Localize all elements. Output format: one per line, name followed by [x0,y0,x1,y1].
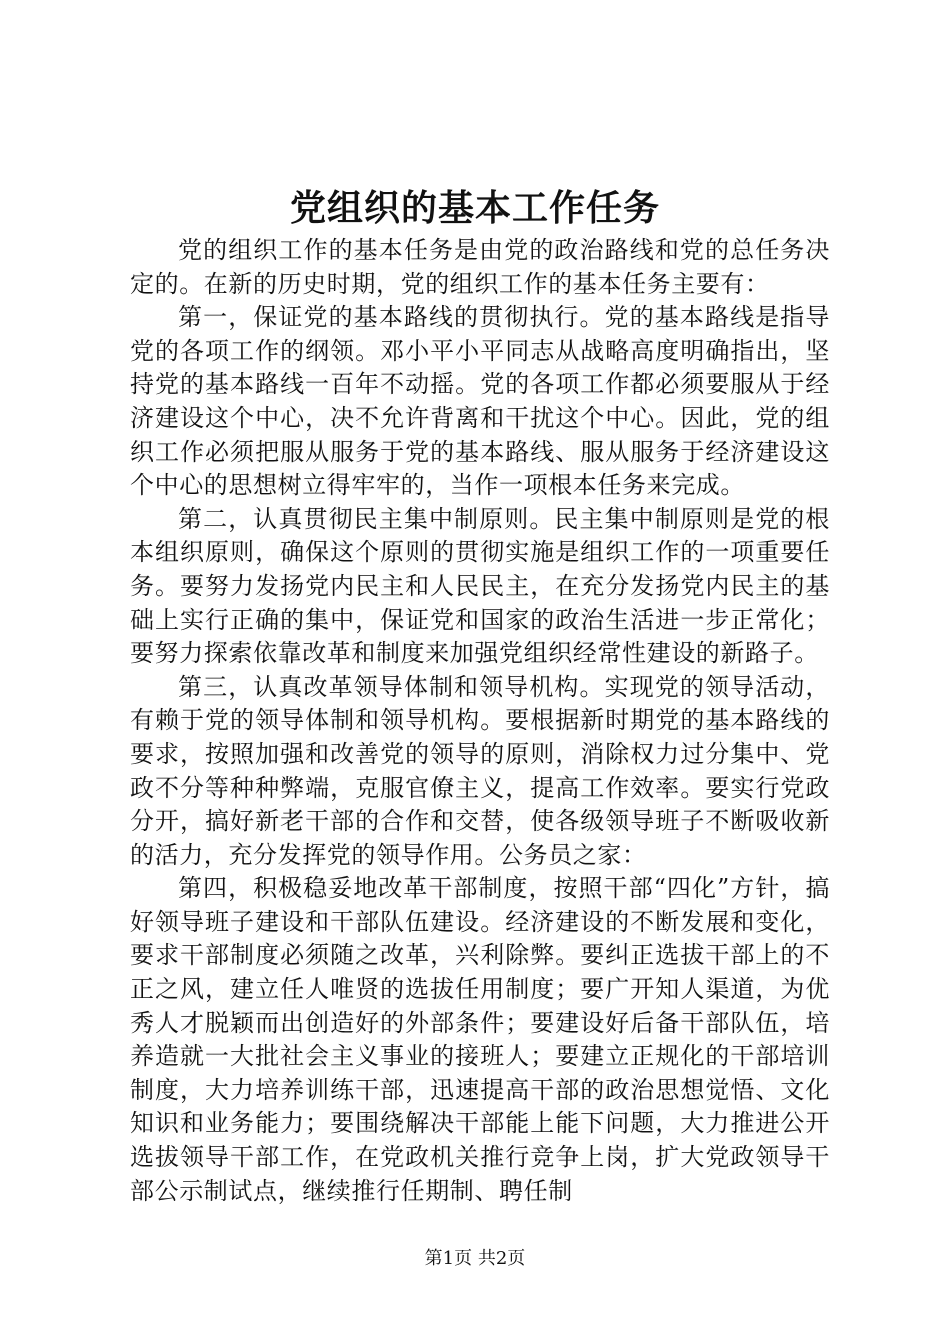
intro-paragraph: 党的组织工作的基本任务是由党的政治路线和党的总任务决定的。在新的历史时期，党的组织工作的基本任务主要有： [130,236,830,298]
paragraph-fourth-task: 第四，积极稳妥地改革干部制度，按照干部“四化”方针，搞好领导班子建设和干部队伍建设。经济建设的不断发展和变化，要求干部制度必须随之改革，兴利除弊。要纠正选拔干部上的不正之风，建立任人唯贤的选拔任用制度；要广开知人渠道，为优秀人才脱颖而出创造好的外部条件；要建设好后备干部队伍，培养造就一大批社会主义事业的接班人；要建立正规化的干部培训制度，大力培养训练干部，迅速提高干部的政治思想觉悟、文化知识和业务能力；要围绕解决干部能上能下问题，大力推进公开选拔领导干部工作，在党政机关推行竞争上岗，扩大党政领导干部公示制试点，继续推行任期制、聘任制 [130,874,830,1205]
document-body [130,234,830,1208]
page-number-footer: 第1页 共2页 [424,1248,526,1269]
paragraph-second-task: 第二，认真贯彻民主集中制原则。民主集中制原则是党的根本组织原则，确保这个原则的贯彻实施是组织工作的一项重要任务。要努力发扬党内民主和人民民主，在充分发扬党内民主的基础上实行正确的集中，保证党和国家的政治生活进一步正常化；要努力探索依靠改革和制度来加强党组织经常性建设的新路子。 [130,504,830,668]
paragraph-first-task: 第一，保证党的基本路线的贯彻执行。党的基本路线是指导党的各项工作的纲领。邓小平小平同志从战略高度明确指出，坚持党的基本路线一百年不动摇。党的各项工作都必须要服从于经济建设这个中心，决不允许背离和干扰这个中心。因此，党的组织工作必须把服从服务于党的基本路线、服从服务于经济建设这个中心的思想树立得牢牢的，当作一项根本任务来完成。 [130,303,830,500]
paragraph-third-task: 第三，认真改革领导体制和领导机构。实现党的领导活动，有赖于党的领导体制和领导机构。要根据新时期党的基本路线的要求，按照加强和改善党的领导的原则，消除权力过分集中、党政不分等种种弊端，克服官僚主义，提高工作效率。要实行党政分开，搞好新老干部的合作和交替，使各级领导班子不断吸收新的活力，充分发挥党的领导作用。公务员之家： [130,672,830,869]
document-title: 党组织的基本工作任务 [289,187,660,229]
